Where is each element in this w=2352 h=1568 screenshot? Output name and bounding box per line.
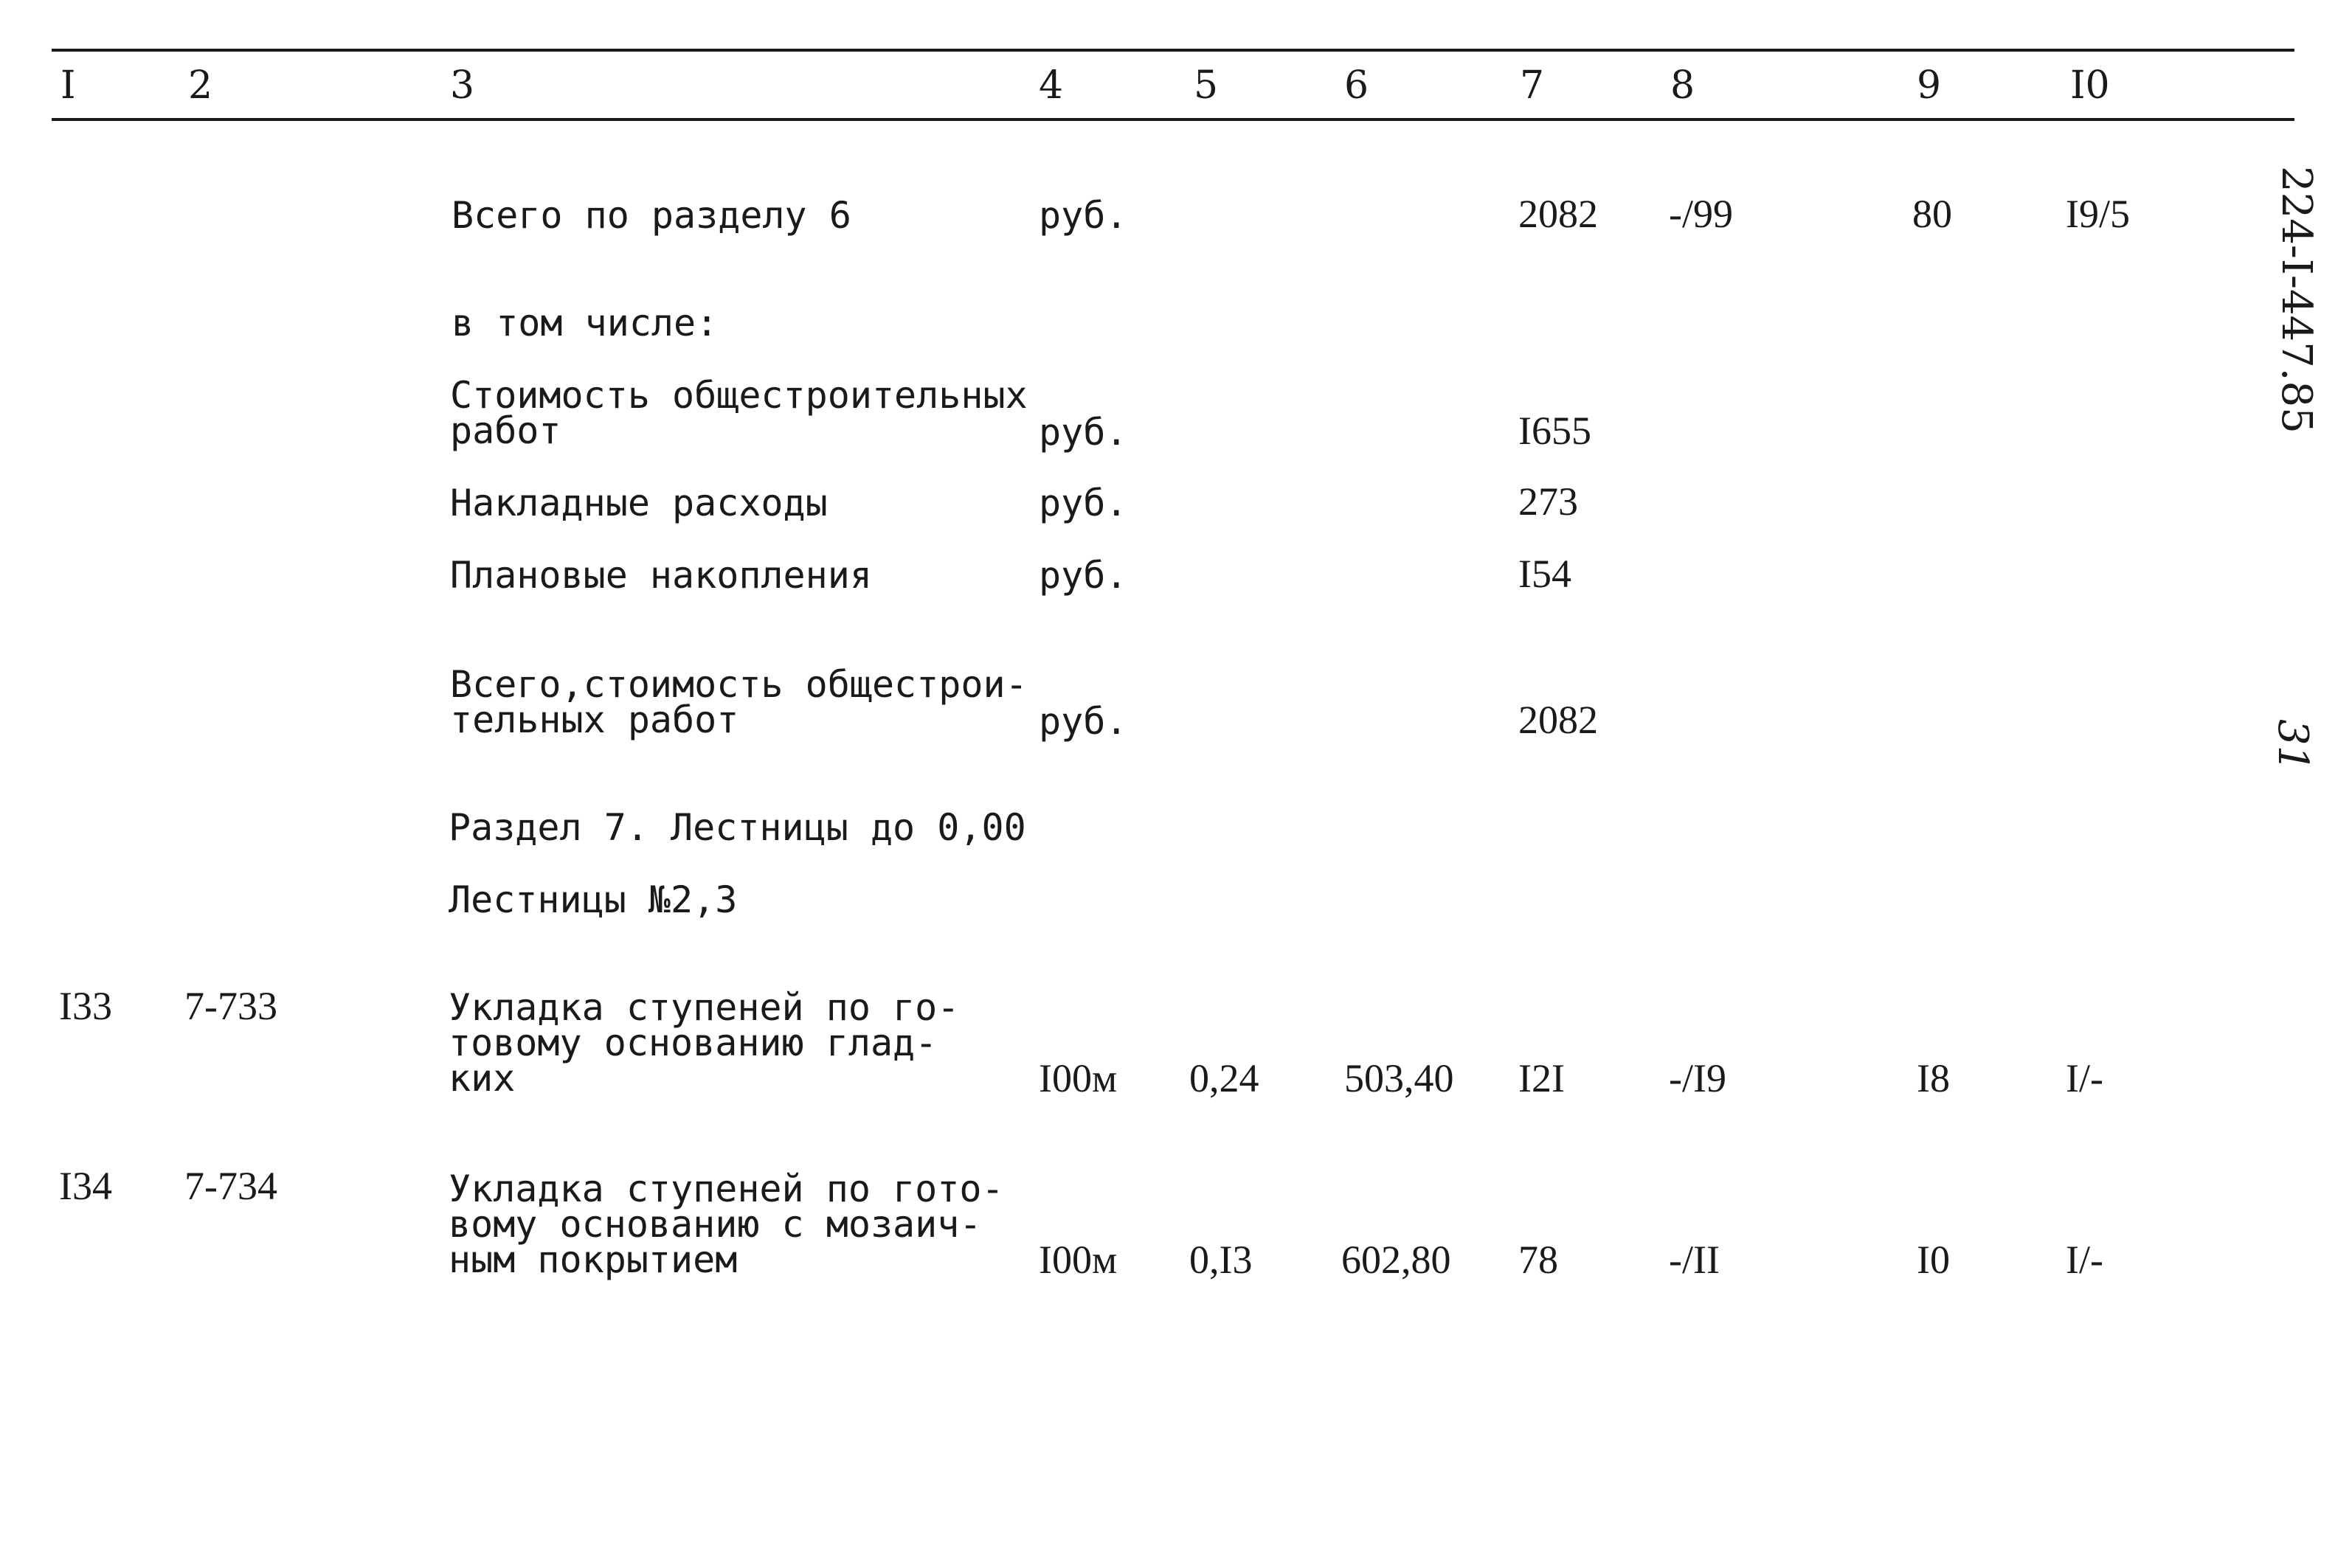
total-construction-unit: руб. xyxy=(1039,700,1128,743)
column-header-6: 6 xyxy=(1344,63,1369,108)
row134-unit: I00м xyxy=(1039,1238,1118,1282)
row134-col8: -/II xyxy=(1669,1238,1720,1282)
column-header-5: 5 xyxy=(1194,63,1219,108)
section6-total-col8: -/99 xyxy=(1669,192,1733,236)
row133-unit: I00м xyxy=(1039,1056,1118,1100)
row133-code: 7-733 xyxy=(184,984,277,1028)
overhead-value: 273 xyxy=(1518,479,1578,524)
row134-cost: 78 xyxy=(1518,1238,1558,1282)
column-header-8: 8 xyxy=(1670,63,1695,108)
row134-qty: 0,I3 xyxy=(1189,1238,1253,1282)
row133-qty: 0,24 xyxy=(1189,1056,1259,1100)
row134-col9: I0 xyxy=(1917,1238,1950,1282)
section6-total-cost: 2082 xyxy=(1518,192,1598,236)
row133-description: Укладка ступеней по го- товому основанию глад- ких xyxy=(449,986,960,1100)
row133-col9: I8 xyxy=(1917,1056,1950,1100)
row134-col10: I/- xyxy=(2066,1238,2103,1282)
row133-cost: I2I xyxy=(1518,1056,1565,1100)
total-construction-value: 2082 xyxy=(1518,698,1598,742)
construction-cost-unit: руб. xyxy=(1039,411,1128,454)
construction-cost-label: Стоимость общестроительных работ xyxy=(450,374,1028,452)
section6-total-col10: I9/5 xyxy=(2066,192,2130,236)
column-header-3: 3 xyxy=(450,63,475,108)
column-header-10: I0 xyxy=(2070,63,2110,108)
header-top-rule xyxy=(52,49,2294,52)
row133-col10: I/- xyxy=(2066,1056,2103,1100)
planned-savings-label: Плановые накопления xyxy=(450,554,872,597)
section6-total-label: Всего по разделу 6 xyxy=(452,194,851,237)
including-label: в том числе: xyxy=(452,302,719,344)
planned-savings-unit: руб. xyxy=(1039,554,1128,597)
column-header-9: 9 xyxy=(1917,63,1942,108)
row134-price: 602,80 xyxy=(1341,1238,1451,1282)
planned-savings-value: I54 xyxy=(1518,552,1571,596)
column-header-7: 7 xyxy=(1520,63,1545,108)
section6-total-unit: руб. xyxy=(1039,194,1128,237)
construction-cost-value: I655 xyxy=(1518,409,1591,453)
overhead-unit: руб. xyxy=(1039,482,1128,524)
column-header-1: I xyxy=(60,63,76,108)
page-number: 31 xyxy=(2269,719,2317,772)
column-header-2: 2 xyxy=(188,63,213,108)
row134-code: 7-734 xyxy=(184,1164,277,1208)
overhead-label: Накладные расходы xyxy=(450,482,828,524)
row133-col8: -/I9 xyxy=(1669,1056,1726,1100)
row134-description: Укладка ступеней по гото- вому основанию с мозаич- ным покрытием xyxy=(449,1168,1004,1281)
section7-heading: Раздел 7. Лестницы до 0,00 xyxy=(449,806,1026,849)
header-bottom-rule xyxy=(52,118,2294,121)
total-construction-label: Всего,стоимость общестрои- тельных работ xyxy=(450,663,1028,741)
stairs-subheading: Лестницы №2,3 xyxy=(449,878,738,921)
document-code: 224-I-447.85 xyxy=(2272,166,2320,434)
section6-total-col9: 80 xyxy=(1912,192,1952,236)
row133-price: 503,40 xyxy=(1344,1056,1454,1100)
row133-index: I33 xyxy=(59,984,112,1028)
row134-index: I34 xyxy=(59,1164,112,1208)
column-header-4: 4 xyxy=(1039,63,1064,108)
